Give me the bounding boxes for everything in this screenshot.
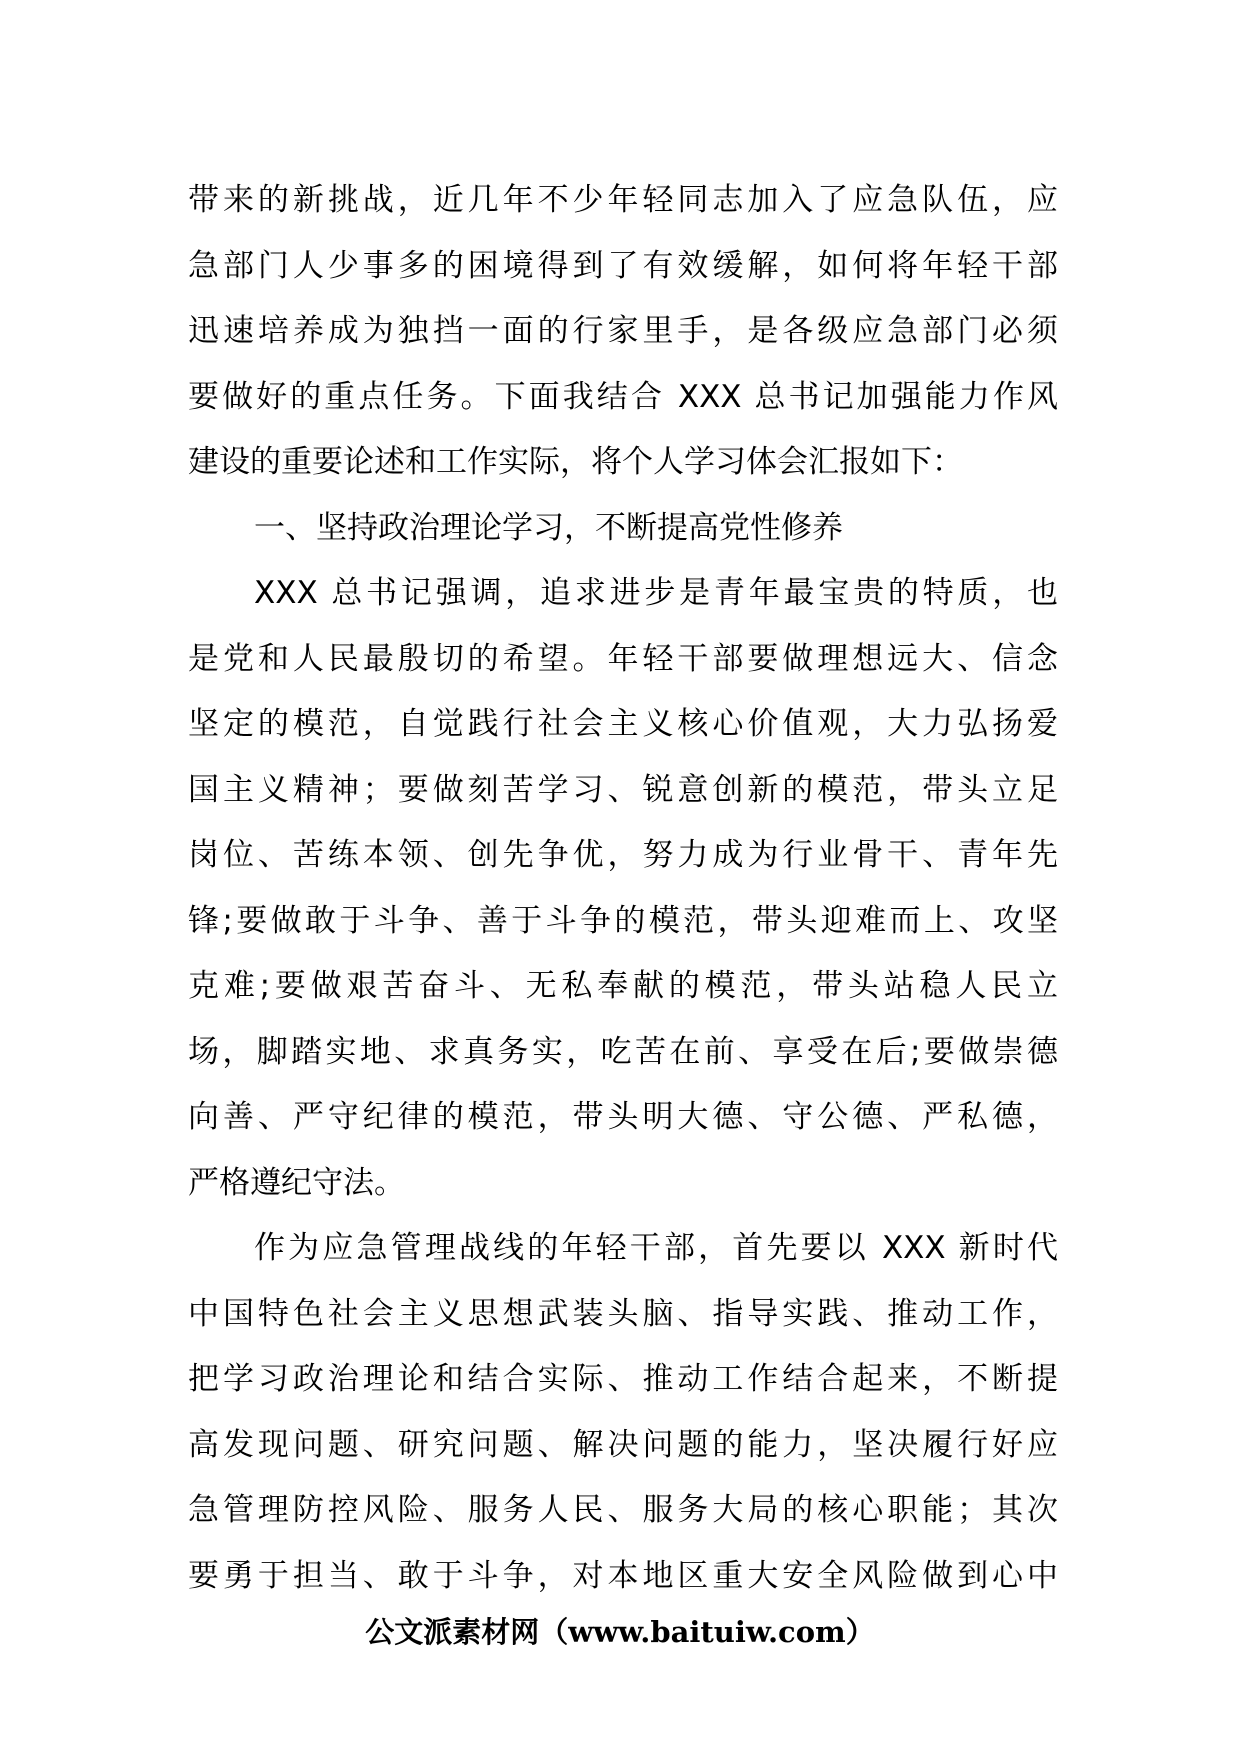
text-line: 中国特色社会主义思想武装头脑、指导实践、推动工作， bbox=[188, 1295, 1058, 1332]
footer-watermark: 公文派素材网（www.baituiw.com） bbox=[365, 1615, 875, 1649]
text-line: 带来的新挑战，近几年不少年轻同志加入了应急队伍，应 bbox=[188, 182, 1058, 218]
text-line: 要做好的重点任务。下面我结合 XXX 总书记加强能力作风 bbox=[188, 378, 1058, 415]
text-line: 场，脚踏实地、求真务实，吃苦在前、享受在后;要做崇德 bbox=[188, 1033, 1058, 1070]
text-line: 作为应急管理战线的年轻干部，首先要以 XXX 新时代 bbox=[254, 1230, 1058, 1266]
text-line: 急部门人少事多的困境得到了有效缓解，如何将年轻干部 bbox=[188, 247, 1058, 284]
text-line: 严格遵纪守法。 bbox=[188, 1164, 405, 1201]
text-line: 建设的重要论述和工作实际，将个人学习体会汇报如下： bbox=[188, 444, 963, 480]
text-line: 是党和人民最殷切的希望。年轻干部要做理想远大、信念 bbox=[188, 640, 1058, 677]
text-line: 坚定的模范，自觉践行社会主义核心价值观，大力弘扬爱 bbox=[188, 706, 1058, 742]
text-line: 急管理防控风险、服务人民、服务大局的核心职能；其次 bbox=[188, 1492, 1058, 1528]
text-line: 要勇于担当、敢于斗争，对本地区重大安全风险做到心中 bbox=[188, 1557, 1058, 1594]
text-line: 锋;要做敢于斗争、善于斗争的模范，带头迎难而上、攻坚 bbox=[188, 902, 1058, 939]
text-line: 向善、严守纪律的模范，带头明大德、守公德、严私德， bbox=[188, 1099, 1058, 1135]
text-line: 迅速培养成为独挡一面的行家里手，是各级应急部门必须 bbox=[188, 313, 1058, 349]
text-line: 克难;要做艰苦奋斗、无私奉献的模范，带头站稳人民立 bbox=[188, 968, 1058, 1004]
section-heading: 一、坚持政治理论学习，不断提高党性修养 bbox=[254, 509, 843, 546]
text-line: 岗位、苦练本领、创先争优，努力成为行业骨干、青年先 bbox=[188, 837, 1058, 873]
text-line: 国主义精神；要做刻苦学习、锐意创新的模范，带头立足 bbox=[188, 771, 1058, 808]
text-line: 高发现问题、研究问题、解决问题的能力，坚决履行好应 bbox=[188, 1426, 1058, 1463]
text-line: 把学习政治理论和结合实际、推动工作结合起来，不断提 bbox=[188, 1361, 1058, 1397]
text-line: XXX 总书记强调，追求进步是青年最宝贵的特质，也 bbox=[254, 575, 1058, 611]
document-body bbox=[188, 168, 1058, 1609]
